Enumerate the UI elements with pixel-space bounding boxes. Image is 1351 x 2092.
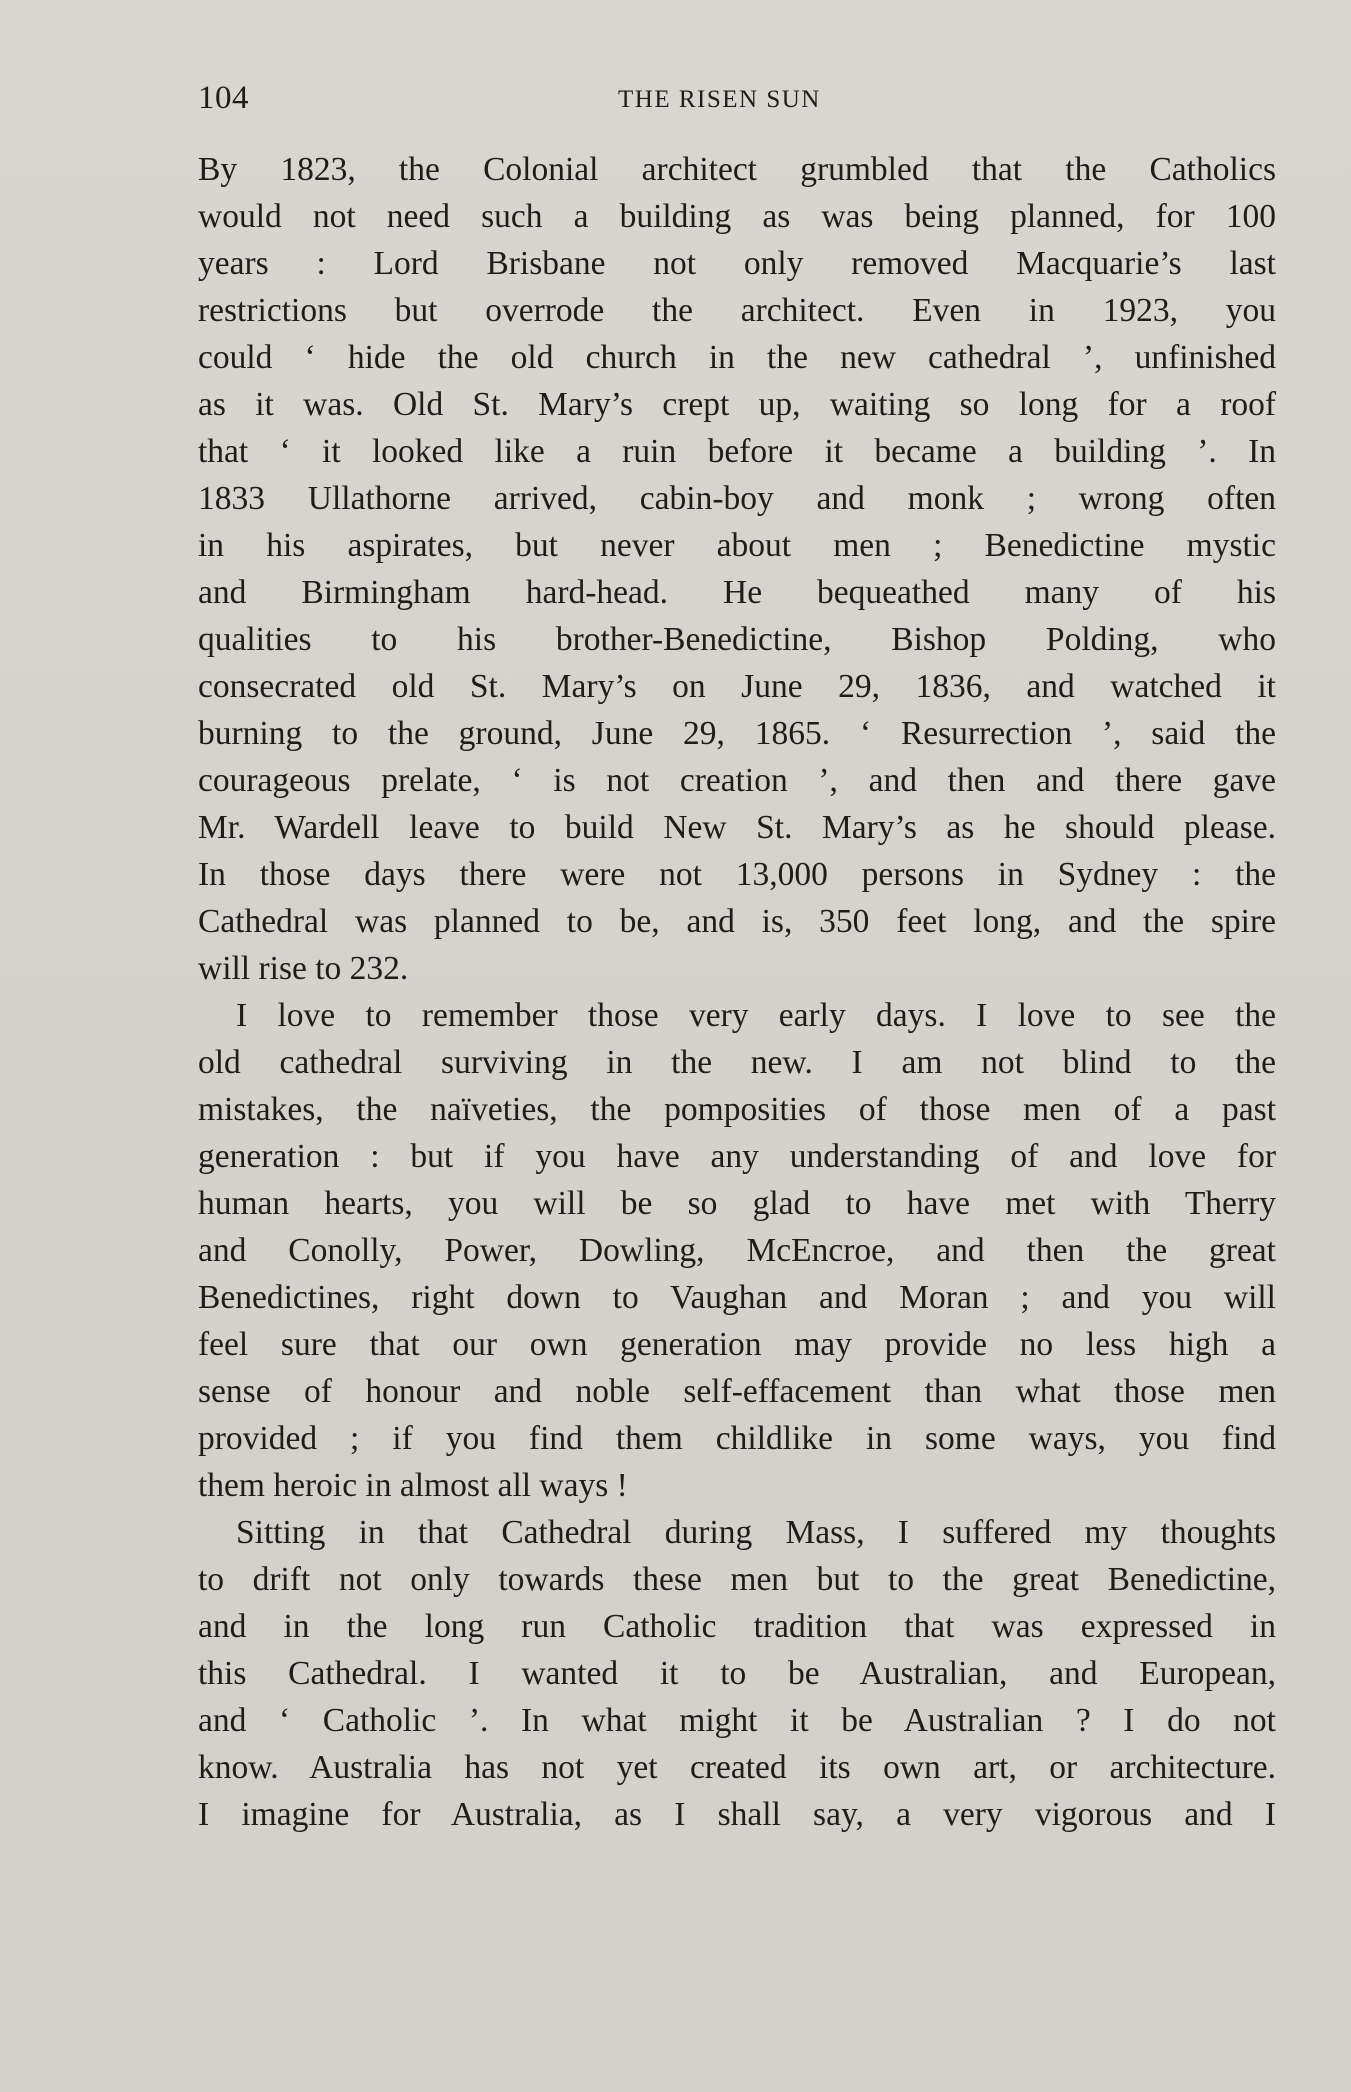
text-line: in his aspirates, but never about men ; Benedictine mystic	[198, 527, 1276, 564]
text-line: them heroic in almost all ways !	[198, 1467, 628, 1504]
text-line: as it was. Old St. Mary’s crept up, waiting so long for a roof	[198, 386, 1276, 423]
text-line: and in the long run Catholic tradition that was expressed in	[198, 1608, 1276, 1645]
text-line: generation : but if you have any understanding of and love for	[198, 1138, 1276, 1175]
text-line: years : Lord Brisbane not only removed Macquarie’s last	[198, 245, 1276, 282]
text-line: sense of honour and noble self-effacement than what those men	[198, 1373, 1276, 1410]
text-line: By 1823, the Colonial architect grumbled that the Catholics	[198, 151, 1276, 188]
page-header	[198, 80, 1278, 120]
text-line: that ‘ it looked like a ruin before it became a building ’. In	[198, 433, 1276, 470]
body-text	[198, 146, 1276, 1838]
text-line: and Conolly, Power, Dowling, McEncroe, and then the great	[198, 1232, 1276, 1269]
text-line: I imagine for Australia, as I shall say, a very vigorous and I	[198, 1796, 1276, 1833]
text-line: I love to remember those very early days. I love to see the	[236, 997, 1276, 1034]
text-line: provided ; if you find them childlike in some ways, you find	[198, 1420, 1276, 1457]
text-line: old cathedral surviving in the new. I am not blind to the	[198, 1044, 1276, 1081]
page-number: 104	[198, 80, 249, 116]
text-line: Mr. Wardell leave to build New St. Mary’s as he should please.	[198, 809, 1276, 846]
text-line: Benedictines, right down to Vaughan and Moran ; and you will	[198, 1279, 1276, 1316]
text-line: In those days there were not 13,000 persons in Sydney : the	[198, 856, 1276, 893]
text-line: restrictions but overrode the architect. Even in 1923, you	[198, 292, 1276, 329]
text-line: and ‘ Catholic ’. In what might it be Australian ? I do not	[198, 1702, 1276, 1739]
text-line: know. Australia has not yet created its own art, or architecture.	[198, 1749, 1276, 1786]
text-line: burning to the ground, June 29, 1865. ‘ Resurrection ’, said the	[198, 715, 1276, 752]
running-head: THE RISEN SUN	[618, 86, 821, 113]
text-line: will rise to 232.	[198, 950, 409, 987]
text-line: feel sure that our own generation may provide no less high a	[198, 1326, 1276, 1363]
text-line: mistakes, the naïveties, the pomposities of those men of a past	[198, 1091, 1276, 1128]
text-line: would not need such a building as was being planned, for 100	[198, 198, 1276, 235]
text-line: and Birmingham hard-head. He bequeathed many of his	[198, 574, 1276, 611]
text-line: human hearts, you will be so glad to have met with Therry	[198, 1185, 1276, 1222]
text-line: to drift not only towards these men but to the great Benedictine,	[198, 1561, 1276, 1598]
text-line: could ‘ hide the old church in the new cathedral ’, unfinished	[198, 339, 1276, 376]
text-line: 1833 Ullathorne arrived, cabin-boy and monk ; wrong often	[198, 480, 1276, 517]
text-line: consecrated old St. Mary’s on June 29, 1836, and watched it	[198, 668, 1276, 705]
text-line: courageous prelate, ‘ is not creation ’, and then and there gave	[198, 762, 1276, 799]
text-line: this Cathedral. I wanted it to be Australian, and European,	[198, 1655, 1276, 1692]
text-line: Sitting in that Cathedral during Mass, I suffered my thoughts	[236, 1514, 1276, 1551]
text-line: Cathedral was planned to be, and is, 350 feet long, and the spire	[198, 903, 1276, 940]
text-line: qualities to his brother-Benedictine, Bishop Polding, who	[198, 621, 1276, 658]
